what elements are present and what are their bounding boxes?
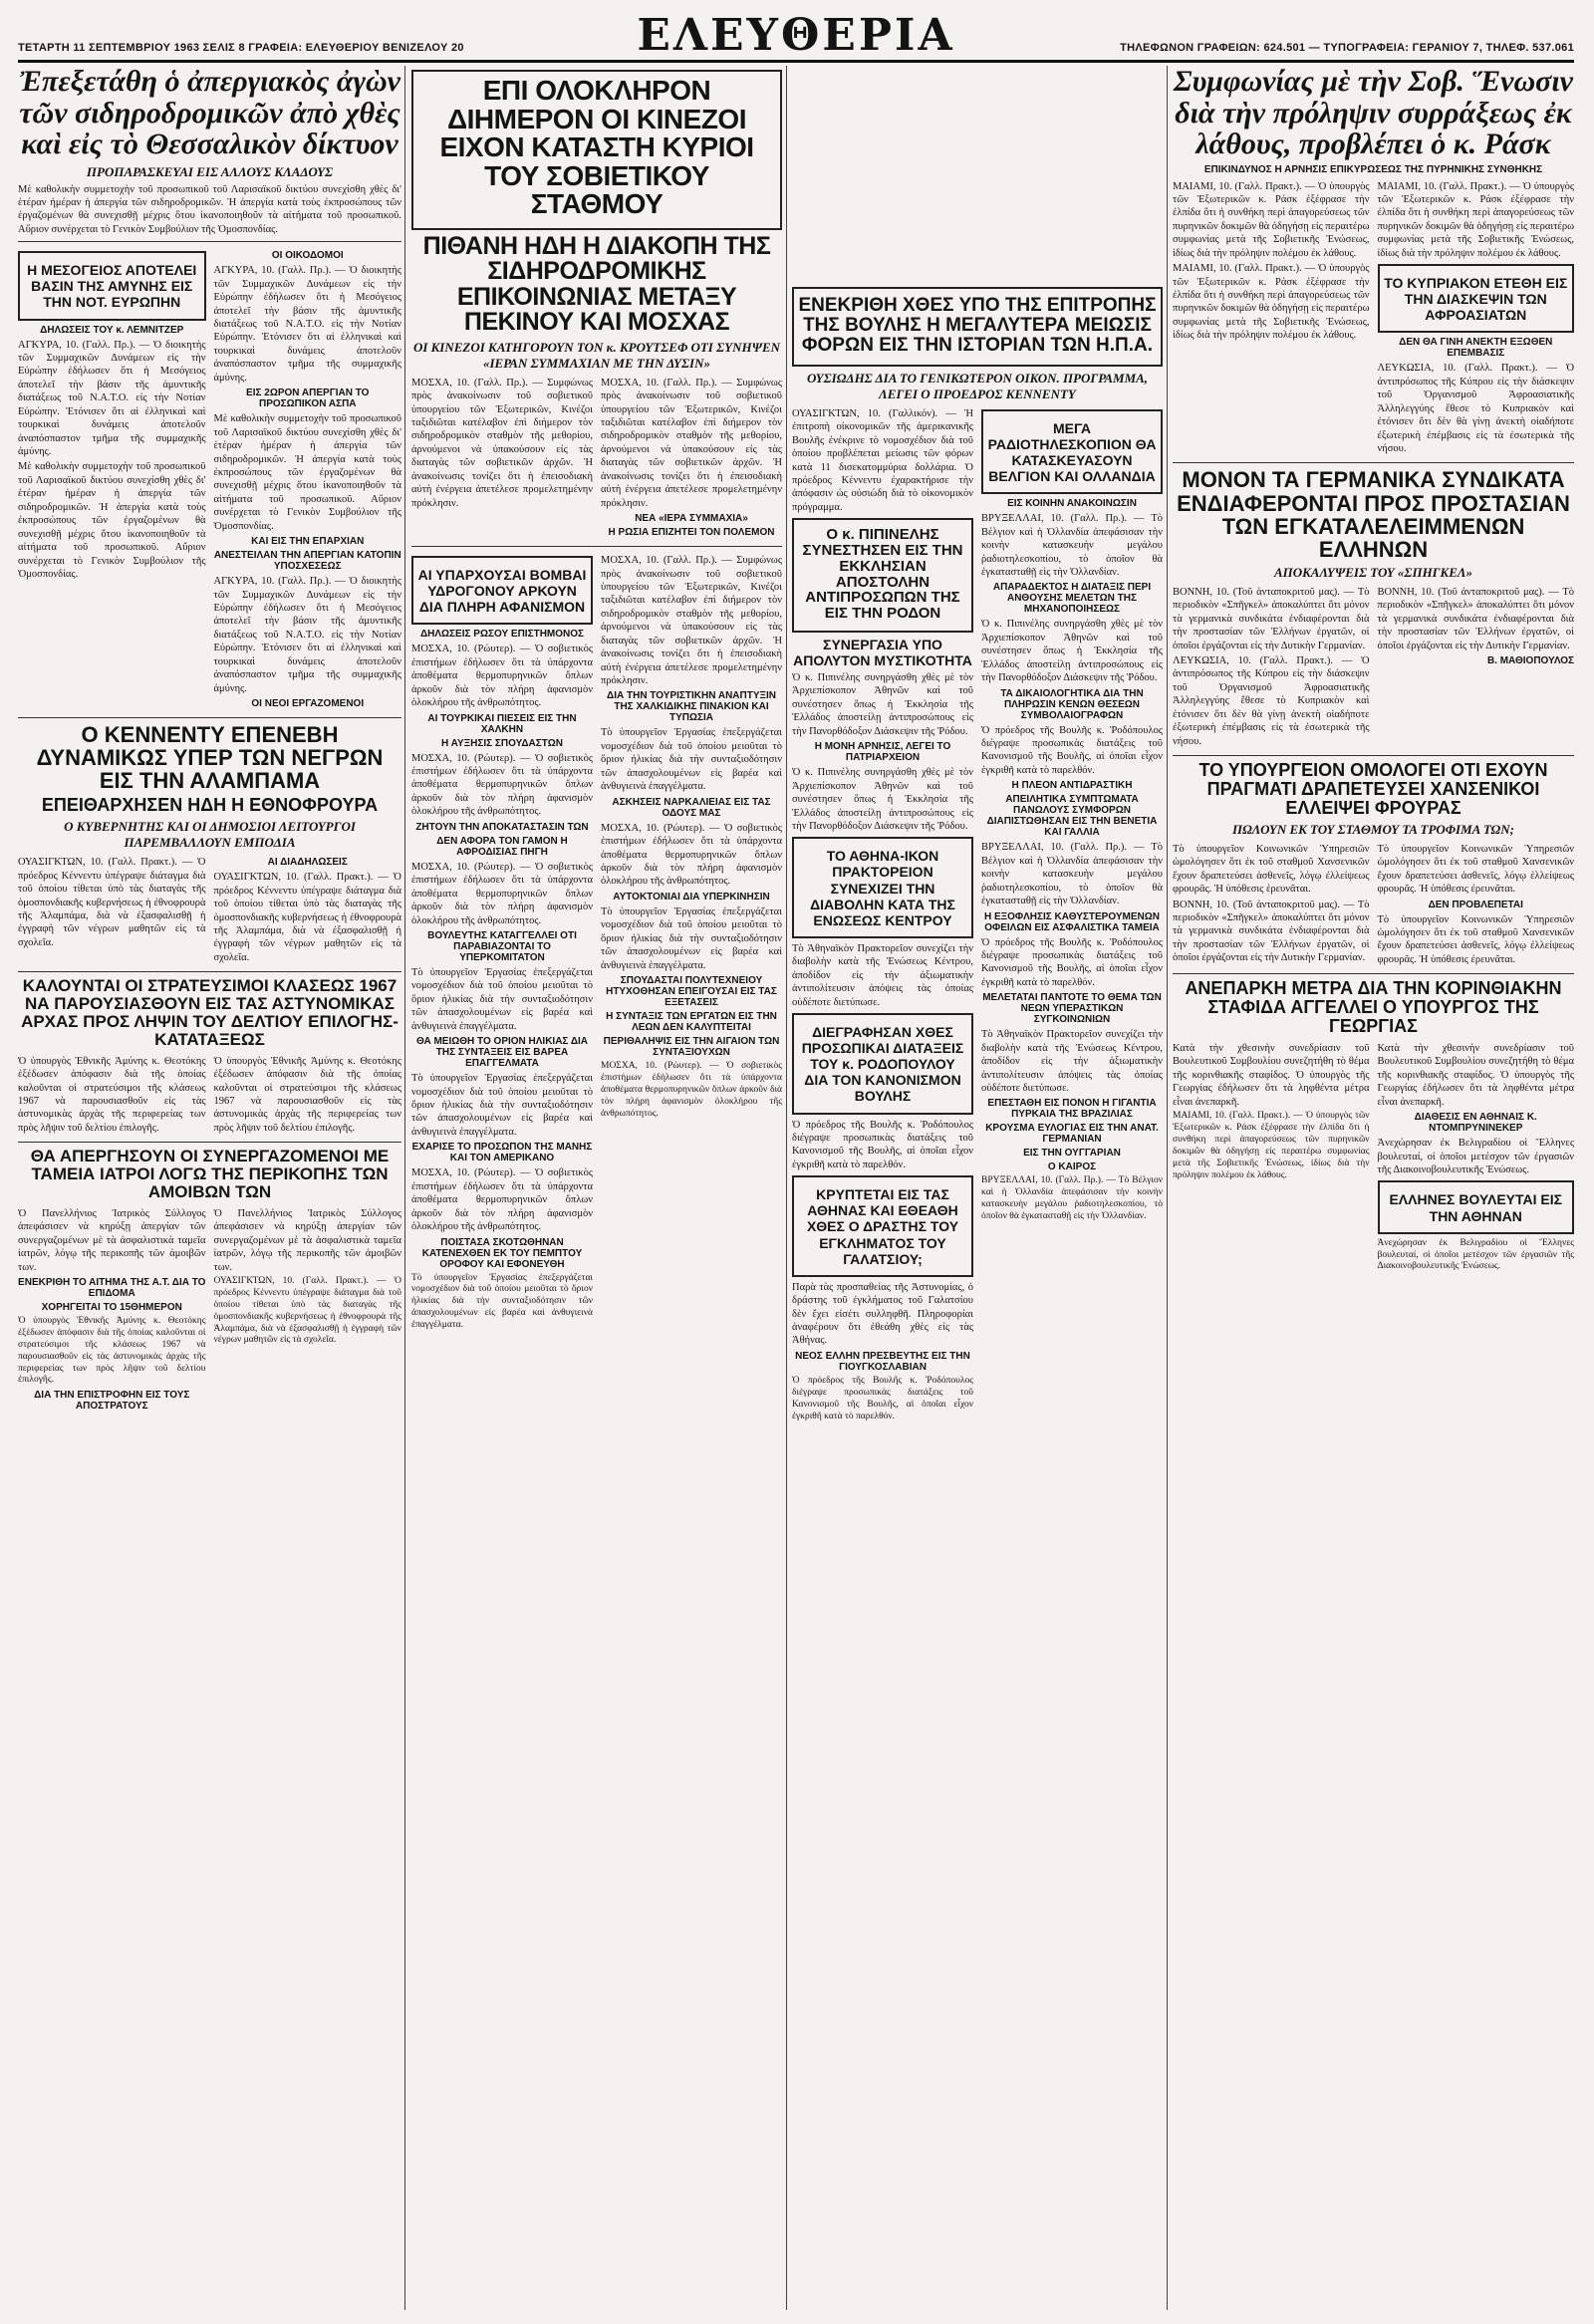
article-body: Παρὰ τὰς προσπαθείας τῆς Ἀστυνομίας, ὁ δράστης τοῦ ἐγκλήματος τοῦ Γαλατσίου δὲν ἔχει εἰσέτι συλληφθῆ. Πληροφορίαι ἀναφέρουν ὅτι ἐθεάθη χθὲς εἰς τὰς Ἀθήνας. <box>792 1281 973 1347</box>
article-body: Τὸ ὑπουργεῖον Κοινωνικῶν Ὑπηρεσιῶν ὡμολόγησεν ὅτι ἐκ τοῦ σταθμοῦ Χανσενικῶν ἔχουν δραπετεύσει ἀσθενεῖς, λόγῳ ἐλλείψεως φρουρᾶς. Ἡ ὑπόθεσις ἐρευνᾶται. <box>1377 913 1574 965</box>
article-body: ΟΥΑΣΙΓΚΤΩΝ, 10. (Γαλλ. Πρακτ.). — Ὁ πρόεδρος Κέννεντυ ὑπέγραψε διάταγμα διὰ τοῦ ὁποίου τίθεται ὑπὸ τὰς διαταγὰς τῆς ὁμοσπονδιακῆς κυβερνήσεως ἡ ἐθνοφρουρὰ τῆς Ἀλαμπάμα, διὰ νὰ ἐξασφαλισθῇ ἡ ἐγγραφὴ τῶν νέγρων μαθητῶν εἰς τὰ σχολεῖα. <box>18 857 206 948</box>
subhead: Η ΠΛΕΟΝ ΑΝΤΙΔΡΑΣΤΙΚΗ <box>1011 780 1133 792</box>
subhead: ΤΑ ΔΙΚΑΙΟΛΟΓΗΤΙΚΑ ΔΙΑ ΤΗΝ ΠΛΗΡΩΣΙΝ ΚΕΝΩΝ ΘΕΣΕΩΝ ΣΥΜΒΟΛΑΙΟΓΡΑΦΩΝ <box>1000 687 1144 721</box>
subhead: Ο ΚΑΙΡΟΣ <box>1047 1162 1097 1173</box>
subhead: ΚΡΟΥΣΜΑ ΕΥΛΟΓΙΑΣ ΕΙΣ ΤΗΝ ΑΝΑΤ. ΓΕΡΜΑΝΙΑΝ <box>985 1123 1159 1146</box>
article-body: Ὁ κ. Πιπινέλης συνηργάσθη χθὲς μὲ τὸν Ἀρχιεπίσκοπον Ἀθηνῶν καὶ τοῦ συνέστησεν ὅπως ἡ Ἐκκλησία τῆς Ἑλλάδος ἀποστείλῃ ἀντιπροσώπους εἰς τὴν Πανορθόδοξον Διάσκεψιν τῆς Ῥόδου. <box>792 767 973 832</box>
headline-conscripts-1967: ΚΑΛΟΥΝΤΑΙ ΟΙ ΣΤΡΑΤΕΥΣΙΜΟΙ ΚΛΑΣΕΩΣ 1967 ΝΑ ΠΑΡΟΥΣΙΑΣΘΟΥΝ ΕΙΣ ΤΑΣ ΑΣΤΥΝΟΜΙΚΑΣ ΑΡΧΑΣ ΠΡΟΣ ΛΗΨΙΝ ΤΟΥ ΔΕΛΤΙΟΥ ΕΠΙΛΟΓΗΣ-ΚΑΤΑΤΑΞΕΩΣ <box>21 976 398 1049</box>
subhead: Ο ΚΥΒΕΡΝΗΤΗΣ ΚΑΙ ΟΙ ΔΗΜΟΣΙΟΙ ΛΕΙΤΟΥΡΓΟΙ ΠΑΡΕΜΒΑΛΛΟΥΝ ΕΜΠΟΔΙΑ <box>64 819 356 851</box>
article-body: Τὸ ὑπουργεῖον Ἐργασίας ἐπεξεργάζεται νομοσχέδιον διὰ τοῦ ὁποίου μειοῦται τὸ ὅριον ἡλικίας διὰ τὴν συνταξιοδότησιν τῶν ἀπασχολουμένων εἰς βαρέα καὶ ἀνθυγιεινὰ ἐπαγγέλματα. <box>411 966 593 1032</box>
article-body: ΜΑΙΑΜΙ, 10. (Γαλλ. Πρακτ.). — Ὁ ὑπουργὸς τῶν Ἐξωτερικῶν κ. Ράσκ ἐξέφρασε τὴν ἐλπίδα ὅτι ἡ συνθήκη περὶ ἀπαγορεύσεως τῶν πυρηνικῶν δοκιμῶν θὰ ὁδηγήσῃ εἰς περαιτέρω συμφωνίας μετὰ τῆς Σοβιετικῆς Ἑνώσεως, ἰδίως διὰ τὴν πρόληψιν πολέμου ἐκ λάθους. <box>1173 263 1370 342</box>
headline-tax-cut: ΕΝΕΚΡΙΘΗ ΧΘΕΣ ΥΠΟ ΤΗΣ ΕΠΙΤΡΟΠΗΣ ΤΗΣ ΒΟΥΛΗΣ Η ΜΕΓΑΛΥΤΕΡΑ ΜΕΙΩΣΙΣ ΦΟΡΩΝ ΕΙΣ ΤΗΝ ΙΣΤΟΡΙΑΝ ΤΩΝ Η.Π.Α. <box>798 295 1157 356</box>
article-body: Ὁ ὑπουργὸς Ἐθνικῆς Ἀμύνης κ. Θεοτόκης ἐξέδωσεν ἀπόφασιν διὰ τῆς ὁποίας καλοῦνται οἱ στρατεύσιμοι τῆς κλάσεως 1967 νὰ παρουσιασθοῦν εἰς τὰς ἀστυνομικὰς ἀρχὰς τῆς περιφερείας των πρὸς λῆψιν τοῦ δελτίου ἐπιλογῆς. <box>18 1316 206 1386</box>
subhead: ΕΝΕΚΡΙΘΗ ΤΟ ΑΙΤΗΜΑ ΤΗΣ Α.Τ. ΔΙΑ ΤΟ ΕΠΙΔΟΜΑ <box>18 1277 206 1300</box>
newspaper-title: ΕΛΕΥΘΕΡΙΑ <box>637 10 955 61</box>
subhead: ΔΕΝ ΠΡΟΒΛΕΠΕΤΑΙ <box>1428 899 1523 910</box>
subhead: ΕΙΣ ΤΗΝ ΟΥΓΓΑΡΙΑΝ <box>1023 1148 1121 1160</box>
column-rule <box>404 66 405 2310</box>
article-body: Ὁ ὑπουργὸς Ἐθνικῆς Ἀμύνης κ. Θεοτόκης ἐξέδωσεν ἀπόφασιν διὰ τῆς ὁποίας καλοῦνται οἱ στρατεύσιμοι τῆς κλάσεως 1967 νὰ παρουσιασθοῦν εἰς τὰς ἀστυνομικὰς ἀρχὰς τῆς περιφερείας των πρὸς λῆψιν τοῦ δελτίου ἐπιλογῆς. <box>213 1055 401 1134</box>
article-body: ΜΟΣΧΑ, 10. (Γαλλ. Πρ.). — Συμφώνως πρὸς ἀνακοίνωσιν τοῦ σοβιετικοῦ ὑπουργείου τῶν Ἐξωτερικῶν, Κινέζοι ταξιδιῶται κατέλαβον ἐπὶ διήμερον τὸν σιδηροδρομικὸν σταθμὸν τῆς μεθορίου, ἀρνούμενοι νὰ ὑπακούσουν εἰς τὰς διαταγὰς τῶν σοβιετικῶν ἀρχῶν. Ἡ ἀνακοίνωσις τονίζει ὅτι ἡ ἐπεισοδιακὴ αὐτὴ ἐνέργεια ἀπετέλεσε προμελετημένην πρόκλησιν. <box>601 555 782 687</box>
headline-mps: ΕΛΛΗΝΕΣ ΒΟΥΛΕΥΤΑΙ ΕΙΣ ΤΗΝ ΑΘΗΝΑΝ <box>1389 1191 1563 1224</box>
headline-rusk: Συμφωνίας μὲ τὴν Σοβ. Ἕνωσιν διὰ τὴν πρόληψιν συρράξεως ἐκ λάθους, προβλέπει ὁ κ. Ράσκ <box>1174 65 1573 160</box>
subhead: ΒΟΥΛΕΥΤΗΣ ΚΑΤΑΓΓΕΛΛΕΙ ΟΤΙ ΠΑΡΑΒΙΑΖΟΝΤΑΙ ΤΟ ΥΠΕΡΚΟΜΙΤΑΤΟΝ <box>427 929 577 963</box>
article-body: ΜΟΣΧΑ, 10. (Ρώυτερ). — Ὁ σοβιετικὸς ἐπιστήμων ἐδήλωσεν ὅτι τὰ ὑπάρχοντα ἀποθέματα θερμοπυρηνικῶν ὅπλων ἀρκοῦν διὰ τὸν πλήρη ἀφανισμὸν ὁλοκλήρου τῆς ἀνθρωπότητος. <box>601 1061 782 1119</box>
subhead: ΑΣΚΗΣΕΙΣ ΝΑΡΚΑΛΙΕΙΑΣ ΕΙΣ ΤΑΣ ΟΔΟΥΣ ΜΑΣ <box>612 796 771 819</box>
subhead: ΑΠΕΙΛΗΤΙΚΑ ΣΥΜΠΤΩΜΑΤΑ ΠΑΝΩΛΟΥΣ ΣΥΜΦΟΡΩΝ ΔΙΑΠΙΣΤΩΘΗΣΑΝ ΕΙΣ ΤΗΝ ΒΕΝΕΤΙΑ ΚΑΙ ΓΑΛΛΙΑ <box>986 794 1158 839</box>
subhead: ΠΟΙΣΤΑΣΑ ΣΚΟΤΩΘΗΝΑΝ ΚΑΤΕΝΕΧΘΕΝ ΕΚ ΤΟΥ ΠΕΜΠΤΟΥ ΟΡΟΦΟΥ ΚΑΙ ΕΦΟΝΕΥΘΗ <box>421 1236 583 1270</box>
column-rule <box>1167 66 1168 2310</box>
article-body: ΜΟΣΧΑ, 10. (Ρώυτερ). — Ὁ σοβιετικὸς ἐπιστήμων ἐδήλωσεν ὅτι τὰ ὑπάρχοντα ἀποθέματα θερμοπυρηνικῶν ὅπλων ἀρκοῦν διὰ τὸν πλήρη ἀφανισμὸν ὁλοκλήρου τῆς ἀνθρωπότητος. <box>601 822 782 888</box>
subhead: Η ΜΟΝΗ ΑΡΝΗΣΙΣ, ΛΕΓΕΙ ΤΟ ΠΑΤΡΙΑΡΧΕΙΟΝ <box>814 741 951 764</box>
column-2 <box>411 66 782 1332</box>
article-body: Μὲ καθολικὴν συμμετοχὴν τοῦ προσωπικοῦ τοῦ Λαρισαϊκοῦ δικτύου συνεχίσθη χθὲς δι' ἑτέραν ἡμέραν ἡ ἀπεργία τῶν σιδηροδρομικῶν. Ἡ ἀπεργία κατὰ τοὺς ἐκπροσώπους τῶν ἐργαζομένων θὰ συνεχισθῇ μέχρις ὅτου ἱκανοποιηθοῦν τὰ αἰτήματα τοῦ προσωπικοῦ. Αὔριον συνέρχεται τὸ Γενικὸν Συμβούλιον τῆς Ὁμοσπονδίας. <box>18 461 206 580</box>
article-body: ΜΟΣΧΑ, 10. (Γαλλ. Πρ.). — Συμφώνως πρὸς ἀνακοίνωσιν τοῦ σοβιετικοῦ ὑπουργείου τῶν Ἐξωτερικῶν, Κινέζοι ταξιδιῶται κατέλαβον ἐπὶ διήμερον τὸν σιδηροδρομικὸν σταθμὸν τῆς μεθορίου, ἀρνούμενοι νὰ ὑπακούσουν εἰς τὰς διαταγὰς τῶν σοβιετικῶν ἀρχῶν. Ἡ ἀνακοίνωσις τονίζει ὅτι ἡ ἐπεισοδιακὴ αὐτὴ ἐνέργεια ἀπετέλεσε προμελετημένην πρόκλησιν. <box>411 377 593 509</box>
article-body: ΒΟΝΝΗ, 10. (Τοῦ ἀνταποκριτοῦ μας). — Τὸ περιοδικὸν «Σπῆγκελ» ἀποκαλύπτει ὅτι μόνον τὰ γερμανικὰ συνδικάτα ἐνδιαφέρονται διὰ τὴν προστασίαν τῶν Ἑλλήνων ἐργατῶν, οἱ ὁποῖοι ἐργάζονται εἰς τὴν Δυτικὴν Γερμανίαν. <box>1377 586 1574 651</box>
article-body: Κατὰ τὴν χθεσινὴν συνεδρίασιν τοῦ Βουλευτικοῦ Συμβουλίου συνεζητήθη τὸ θέμα τῆς κορινθιακῆς σταφίδος. Ὁ ὑπουργὸς τῆς Γεωργίας ἐδήλωσεν ὅτι τὰ ληφθέντα μέτρα εἶναι ἀνεπαρκῆ. <box>1173 1042 1370 1108</box>
article-body: ΜΟΣΧΑ, 10. (Ρώυτερ). — Ὁ σοβιετικὸς ἐπιστήμων ἐδήλωσεν ὅτι τὰ ὑπάρχοντα ἀποθέματα θερμοπυρηνικῶν ὅπλων ἀρκοῦν διὰ τὸν πλήρη ἀφανισμὸν ὁλοκλήρου τῆς ἀνθρωπότητος. <box>411 1167 593 1233</box>
subhead: ΑΥΤΟΚΤΟΝΙΑΙ ΔΙΑ ΥΠΕΡΚΙΝΗΣΙΝ <box>613 891 770 903</box>
article-body: Τὸ ὑπουργεῖον Ἐργασίας ἐπεξεργάζεται νομοσχέδιον διὰ τοῦ ὁποίου μειοῦται τὸ ὅριον ἡλικίας διὰ τὴν συνταξιοδότησιν τῶν ἀπασχολουμένων εἰς βαρέα καὶ ἀνθυγιεινὰ ἐπαγγέλματα. <box>601 727 782 793</box>
subhead: Η ΣΥΝΤΑΞΙΣ ΤΩΝ ΕΡΓΑΤΩΝ ΕΙΣ ΤΗΝ ΛΕΩΝ ΔΕΝ ΚΑΛΥΠΤΕΙΤΑΙ <box>606 1011 777 1034</box>
headline-rodopoulos: ΔΙΕΓΡΑΦΗΣΑΝ ΧΘΕΣ ΠΡΟΣΩΠΙΚΑΙ ΔΙΑΤΑΞΕΙΣ ΤΟΥ κ. ΡΟΔΟΠΟΥΛΟΥ ΔΙΑ ΤΟΝ ΚΑΝΟΝΙΣΜΟΝ ΒΟΥΛΗΣ <box>801 1024 964 1105</box>
column-rule <box>786 66 787 2310</box>
article-body: ΟΥΑΣΙΓΚΤΩΝ, 10. (Γαλλικόν). — Ἡ ἐπιτροπὴ οἰκονομικῶν τῆς ἀμερικανικῆς Βουλῆς ἐνέκρινε τὸ νομοσχέδιον διὰ τοῦ ὁποίου προβλέπεται μείωσις τῶν φόρων κατὰ 11 δισεκατομμύρια δολλάρια. Ὁ πρόεδρος Κέννεντυ ἐχαρακτήρισε τὴν ἀπόφασιν ὡς οὐσιώδη διὰ τὸ οἰκονομικὸν πρόγραμμα. <box>792 407 973 513</box>
subhead: ΕΙΣ 2ΩΡΟΝ ΑΠΕΡΓΙΑΝ ΤΟ ΠΡΟΣΩΠΙΚΟΝ ΑΣΠΑ <box>246 387 370 410</box>
subhead: ΔΙΑΘΕΣΙΣ ΕΝ ΑΘΗΝΑΙΣ Κ. ΝΤΟΜΠΡΥΝΙΝΕΚΕΡ <box>1414 1112 1537 1135</box>
article-body: Ὁ πρόεδρος τῆς Βουλῆς κ. Ῥοδόπουλος διέγραψε προσωπικὰς διατάξεις τοῦ Κανονισμοῦ τῆς Βουλῆς, αἱ ὁποῖαι εἶχον ἐγκριθῆ κατὰ τὸ παρελθόν. <box>792 1119 973 1170</box>
column-3 <box>792 66 1163 1422</box>
subhead: ΟΙ ΝΕΟΙ ΕΡΓΑΖΟΜΕΝΟΙ <box>251 698 365 710</box>
article-body: Ὁ ὑπουργὸς Ἐθνικῆς Ἀμύνης κ. Θεοτόκης ἐξέδωσεν ἀπόφασιν διὰ τῆς ὁποίας καλοῦνται οἱ στρατεύσιμοι τῆς κλάσεως 1967 νὰ παρουσιασθοῦν εἰς τὰς ἀστυνομικὰς ἀρχὰς τῆς περιφερείας των πρὸς λῆψιν τοῦ δελτίου ἐπιλογῆς. <box>18 1055 206 1134</box>
byline: ΔΗΛΩΣΕΙΣ ΤΟΥ κ. ΛΕΜΝΙΤΖΕΡ <box>40 324 184 336</box>
subhead: ΑΝΕΣΤΕΙΛΑΝ ΤΗΝ ΑΠΕΡΓΙΑΝ ΚΑΤΟΠΙΝ ΥΠΟΣΧΕΣΕΩΣ <box>213 550 401 573</box>
subhead: ΖΗΤΟΥΝ ΤΗΝ ΑΠΟΚΑΤΑΣΤΑΣΙΝ ΤΩΝ <box>415 821 589 833</box>
masthead <box>18 8 1574 63</box>
article-body: ΜΟΣΧΑ, 10. (Γαλλ. Πρ.). — Συμφώνως πρὸς ἀνακοίνωσιν τοῦ σοβιετικοῦ ὑπουργείου τῶν Ἐξωτερικῶν, Κινέζοι ταξιδιῶται κατέλαβον ἐπὶ διήμερον τὸν σιδηροδρομικὸν σταθμὸν τῆς μεθορίου, ἀρνούμενοι νὰ ὑπακούσουν εἰς τὰς διαταγὰς τῶν σοβιετικῶν ἀρχῶν. Ἡ ἀνακοίνωσις τονίζει ὅτι ἡ ἐπεισοδιακὴ αὐτὴ ἐνέργεια ἀπετέλεσε προμελετημένην πρόκλησιν. <box>601 377 782 509</box>
article-body: ΜΟΣΧΑ, 10. (Ρώυτερ). — Ὁ σοβιετικὸς ἐπιστήμων ἐδήλωσεν ὅτι τὰ ὑπάρχοντα ἀποθέματα θερμοπυρηνικῶν ὅπλων ἀρκοῦν διὰ τὸν πλήρη ἀφανισμὸν ὁλοκλήρου τῆς ἀνθρωπότητος. <box>411 644 593 709</box>
article-body: Ὁ πρόεδρος τῆς Βουλῆς κ. Ῥοδόπουλος διέγραψε προσωπικὰς διατάξεις τοῦ Κανονισμοῦ τῆς Βουλῆς, αἱ ὁποῖαι εἶχον ἐγκριθῆ κατὰ τὸ παρελθόν. <box>981 724 1163 776</box>
article-body: ΒΡΥΞΕΛΛΑΙ, 10. (Γαλλ. Πρ.). — Τὸ Βέλγιον καὶ ἡ Ὀλλανδία ἀπεφάσισαν τὴν κοινὴν κατασκευὴν μεγάλου ῥαδιοτηλεσκοπίου, τὸ ὁποῖον θὰ ἐγκατασταθῇ εἰς τὴν Ὀλλανδίαν. <box>981 513 1163 578</box>
subhead: ΝΕΟΣ ΕΛΛΗΝ ΠΡΕΣΒΕΥΤΗΣ ΕΙΣ ΤΗΝ ΓΙΟΥΓΚΟΣΛΑΒΙΑΝ <box>795 1350 970 1373</box>
headline-hansen-patients: ΤΟ ΥΠΟΥΡΓΕΙΟΝ ΟΜΟΛΟΓΕΙ ΟΤΙ ΕΧΟΥΝ ΠΡΑΓΜΑΤΙ ΔΡΑΠΕΤΕΥΣΕΙ ΧΑΝΣΕΝΙΚΟΙ ΕΛΛΕΙΨΕΙ ΦΡΟΥΡΑΣ <box>1198 760 1548 818</box>
article-body: Μὲ καθολικὴν συμμετοχὴν τοῦ προσωπικοῦ τοῦ Λαρισαϊκοῦ δικτύου συνεχίσθη χθὲς δι' ἑτέραν ἡμέραν ἡ ἀπεργία τῶν σιδηροδρομικῶν. Ἡ ἀπεργία κατὰ τοὺς ἐκπροσώπους τῶν ἐργαζομένων θὰ συνεχισθῇ μέχρις ὅτου ἱκανοποιηθοῦν τὰ αἰτήματα τοῦ προσωπικοῦ. Αὔριον συνέρχεται τὸ Γενικὸν Συμβούλιον τῆς Ὁμοσπονδίας. <box>18 183 401 235</box>
article-body: ΜΟΣΧΑ, 10. (Ρώυτερ). — Ὁ σοβιετικὸς ἐπιστήμων ἐδήλωσεν ὅτι τὰ ὑπάρχοντα ἀποθέματα θερμοπυρηνικῶν ὅπλων ἀρκοῦν διὰ τὸν πλήρη ἀφανισμὸν ὁλοκλήρου τῆς ἀνθρωπότητος. <box>411 861 593 926</box>
subhead: ΑΙ ΔΙΑΔΗΛΩΣΕΙΣ <box>267 857 348 869</box>
headline-mediterranean: Η ΜΕΣΟΓΕΙΟΣ ΑΠΟΤΕΛΕΙ ΒΑΣΙΝ ΤΗΣ ΑΜΥΝΗΣ ΕΙΣ ΤΗΝ ΝΟΤ. ΕΥΡΩΠΗΝ <box>27 262 197 311</box>
article-body: Ὁ Πανελλήνιος Ἰατρικὸς Σύλλογος ἀπεφάσισεν νὰ κηρύξῃ ἀπεργίαν τῶν συνεργαζομένων μὲ τὰ ἀσφαλιστικὰ ταμεῖα ἰατρῶν, λόγῳ τῆς περικοπῆς τῶν ἀμοιβῶν των. <box>213 1207 401 1273</box>
headline-kennedy-alabama: Ο ΚΕΝΝΕΝΤΥ ΕΠΕΝΕΒΗ ΔΥΝΑΜΙΚΩΣ ΥΠΕΡ ΤΩΝ ΝΕΓΡΩΝ ΕΙΣ ΤΗΝ ΑΛΑΜΠΑΜΑ <box>36 722 384 794</box>
subhead: ΑΙ ΤΟΥΡΚΙΚΑΙ ΠΙΕΣΕΙΣ ΕΙΣ ΤΗΝ ΧΑΛΚΗΝ <box>427 712 577 735</box>
article-body: Ὁ κ. Πιπινέλης συνηργάσθη χθὲς μὲ τὸν Ἀρχιεπίσκοπον Ἀθηνῶν καὶ τοῦ συνέστησεν ὅπως ἡ Ἐκκλησία τῆς Ἑλλάδος ἀποστείλῃ ἀντιπροσώπους εἰς τὴν Πανορθόδοξον Διάσκεψιν τῆς Ῥόδου. <box>792 672 973 737</box>
subhead: ΠΩΛΟΥΝ ΕΚ ΤΟΥ ΣΤΑΘΜΟΥ ΤΑ ΤΡΟΦΙΜΑ ΤΩΝ; <box>1232 821 1514 837</box>
article-body: ΛΕΥΚΩΣΙΑ, 10. (Γαλλ. Πρακτ.). — Ὁ ἀντιπρόσωπος τῆς Κύπρου εἰς τὴν διάσκεψιν τοῦ Ὀργανισμοῦ Ἀφροασιατικῆς Ἀλληλεγγύης ἔθεσε τὸ Κυπριακὸν καὶ ἐτόνισεν ὅτι δὲν θὰ γίνῃ ἀνεκτὴ οἱαδήποτε ἐξωτερικὴ ἐπέμβασις εἰς τὰ ἐσωτερικὰ τῆς νήσου. <box>1173 655 1370 747</box>
byline: Η ΡΩΣΙΑ ΕΠΙΖΗΤΕΙ ΤΟΝ ΠΟΛΕΜΟΝ <box>608 527 775 539</box>
article-body: ΜΑΙΑΜΙ, 10. (Γαλλ. Πρακτ.). — Ὁ ὑπουργὸς τῶν Ἐξωτερικῶν κ. Ράσκ ἐξέφρασε τὴν ἐλπίδα ὅτι ἡ συνθήκη περὶ ἀπαγορεύσεως τῶν πυρηνικῶν δοκιμῶν θὰ ὁδηγήσῃ εἰς περαιτέρω συμφωνίας μετὰ τῆς Σοβιετικῆς Ἑνώσεως, ἰδίως διὰ τὴν πρόληψιν πολέμου ἐκ λάθους. <box>1173 1111 1370 1180</box>
headline-pipinelis: Ο κ. ΠΙΠΙΝΕΛΗΣ ΣΥΝΕΣΤΗΣΕΝ ΕΙΣ ΤΗΝ ΕΚΚΛΗΣΙΑΝ ΑΠΟΣΤΟΛΗΝ ΑΝΤΙΠΡΟΣΩΠΩΝ ΤΗΣ ΕΙΣ ΤΗΝ ΡΟΔΟΝ <box>802 526 963 623</box>
article-body: Ἀνεχώρησαν ἐκ Βελιγραδίου οἱ Ἕλληνες βουλευταί, οἱ ὁποῖοι μετέσχον τῶν ἐργασιῶν τῆς Διακοινοβουλευτικῆς Ἑνώσεως. <box>1377 1138 1574 1175</box>
article-body: ΒΟΝΝΗ, 10. (Τοῦ ἀνταποκριτοῦ μας). — Τὸ περιοδικὸν «Σπῆγκελ» ἀποκαλύπτει ὅτι μόνον τὰ γερμανικὰ συνδικάτα ἐνδιαφέρονται διὰ τὴν προστασίαν τῶν Ἑλλήνων ἐργατῶν, οἱ ὁποῖοι ἐργάζονται εἰς τὴν Δυτικὴν Γερμανίαν. <box>1173 586 1370 651</box>
subhead: ΠΕΡΙΘΑΛΗΨΙΣ ΕΙΣ ΤΗΝ ΑΙΓΑΙΟΝ ΤΩΝ ΣΥΝΤΑΞΙΟΥΧΩΝ <box>603 1036 780 1059</box>
article-body: ΜΟΣΧΑ, 10. (Ρώυτερ). — Ὁ σοβιετικὸς ἐπιστήμων ἐδήλωσεν ὅτι τὰ ὑπάρχοντα ἀποθέματα θερμοπυρηνικῶν ὅπλων ἀρκοῦν διὰ τὸν πλήρη ἀφανισμὸν ὁλοκλήρου τῆς ἀνθρωπότητος. <box>411 752 593 818</box>
article-body: Τὸ ὑπουργεῖον Ἐργασίας ἐπεξεργάζεται νομοσχέδιον διὰ τοῦ ὁποίου μειοῦται τὸ ὅριον ἡλικίας διὰ τὴν συνταξιοδότησιν τῶν ἀπασχολουμένων εἰς βαρέα καὶ ἀνθυγιεινὰ ἐπαγγέλματα. <box>411 1073 593 1138</box>
subhead-strike: ΠΡΟΠΑΡΑΣΚΕΥΑΙ ΕΙΣ ΑΛΛΟΥΣ ΚΛΑΔΟΥΣ <box>86 163 334 179</box>
byline: Β. ΜΑΘΙΟΠΟΥΛΟΣ <box>1486 655 1574 667</box>
article-body: Ὁ πρόεδρος τῆς Βουλῆς κ. Ῥοδόπουλος διέγραψε προσωπικὰς διατάξεις τοῦ Κανονισμοῦ τῆς Βουλῆς, αἱ ὁποῖαι εἶχον ἐγκριθῆ κατὰ τὸ παρελθόν. <box>792 1375 973 1421</box>
headline-radiotelescope: ΜΕΓΑ ΡΑΔΙΟΤΗΛΕΣΚΟΠΙΟΝ ΘΑ ΚΑΤΑΣΚΕΥΑΣΟΥΝ ΒΕΛΓΙΟΝ ΚΑΙ ΟΛΛΑΝΔΙΑ <box>987 419 1157 485</box>
article-body: Ὁ κ. Πιπινέλης συνηργάσθη χθὲς μὲ τὸν Ἀρχιεπίσκοπον Ἀθηνῶν καὶ τοῦ συνέστησεν ὅπως ἡ Ἐκκλησία τῆς Ἑλλάδος ἀποστείλῃ ἀντιπροσώπους εἰς τὴν Πανορθόδοξον Διάσκεψιν τῆς Ῥόδου. <box>981 619 1163 684</box>
subhead: ΑΠΑΡΑΔΕΚΤΟΣ Η ΔΙΑΤΑΞΙΣ ΠΕΡΙ ΑΝΘΟΥΣΗΣ ΜΕΛΕΤΩΝ ΤΗΣ ΜΗΧΑΝΟΠΟΙΗΣΕΩΣ <box>992 582 1152 616</box>
subhead: ΕΠΕΣΤΑΘΗ ΕΙΣ ΠΟΝΟΝ Η ΓΙΓΑΝΤΙΑ ΠΥΡΚΑΙΑ ΤΗΣ ΒΡΑΖΙΛΙΑΣ <box>987 1098 1157 1121</box>
masthead-contact-line: ΤΗΛΕΦΩΝΟΝ ΓΡΑΦΕΙΩΝ: 624.501 — ΤΥΠΟΓΡΑΦΕΙΑ: ΓΕΡΑΝΙΟΥ 7, ΤΗΛΕΦ. 537.061 <box>1120 42 1574 54</box>
headline-rail-interruption: ΠΙΘΑΝΗ ΗΔΗ Η ΔΙΑΚΟΠΗ ΤΗΣ ΣΙΔΗΡΟΔΡΟΜΙΚΗΣ ΕΠΙΚΟΙΝΩΝΙΑΣ ΜΕΤΑΞΥ ΠΕΚΙΝΟΥ ΚΑΙ ΜΟΣΧΑΣ <box>422 231 771 337</box>
column-4 <box>1173 66 1574 1273</box>
article-body: Τὸ ὑπουργεῖον Ἐργασίας ἐπεξεργάζεται νομοσχέδιον διὰ τοῦ ὁποίου μειοῦται τὸ ὅριον ἡλικίας διὰ τὴν συνταξιοδότησιν τῶν ἀπασχολουμένων εἰς βαρέα καὶ ἀνθυγιεινὰ ἐπαγγέλματα. <box>601 905 782 971</box>
subhead: Η ΑΥΞΗΣΙΣ ΣΠΟΥΔΑΣΤΩΝ <box>441 737 563 749</box>
article-body: Τὸ ὑπουργεῖον Ἐργασίας ἐπεξεργάζεται νομοσχέδιον διὰ τοῦ ὁποίου μειοῦται τὸ ὅριον ἡλικίας διὰ τὴν συνταξιοδότησιν τῶν ἀπασχολουμένων εἰς βαρέα καὶ ἀνθυγιεινὰ ἐπαγγέλματα. <box>411 1272 593 1331</box>
subhead: ΟΥΣΙΩΔΗΣ ΔΙΑ ΤΟ ΓΕΝΙΚΩΤΕΡΟΝ ΟΙΚΟΝ. ΠΡΟΓΡΑΜΜΑ, ΛΕΓΕΙ Ο ΠΡΟΕΔΡΟΣ ΚΕΝΝΕΝΤΥ <box>806 370 1149 401</box>
headline-athens-agency: ΤΟ ΑΘΗΝΑ-ΙΚΟΝ ΠΡΑΚΤΟΡΕΙΟΝ ΣΥΝΕΧΙΖΕΙ ΤΗΝ ΔΙΑΒΟΛΗΝ ΚΑΤΑ ΤΗΣ ΕΝΩΣΕΩΣ ΚΕΝΤΡΟΥ <box>810 848 955 928</box>
headline-galatsi-crime: ΚΡΥΠΤΕΤΑΙ ΕΙΣ ΤΑΣ ΑΘΗΝΑΣ ΚΑΙ ΕΘΕΑΘΗ ΧΘΕΣ Ο ΔΡΑΣΤΗΣ ΤΟΥ ΕΓΚΛΗΜΑΤΟΣ ΤΟΥ ΓΑΛΑΤΣΙΟΥ; <box>806 1186 959 1267</box>
headline-secrecy: ΣΥΝΕΡΓΑΣΙΑ ΥΠΟ ΑΠΟΛΥΤΟΝ ΜΥΣΤΙΚΟΤΗΤΑ <box>793 636 972 668</box>
article-body: ΜΑΙΑΜΙ, 10. (Γαλλ. Πρακτ.). — Ὁ ὑπουργὸς τῶν Ἐξωτερικῶν κ. Ράσκ ἐξέφρασε τὴν ἐλπίδα ὅτι ἡ συνθήκη περὶ ἀπαγορεύσεως τῶν πυρηνικῶν δοκιμῶν θὰ ὁδηγήσῃ εἰς περαιτέρω συμφωνίας μετὰ τῆς Σοβιετικῆς Ἑνώσεως, ἰδίως διὰ τὴν πρόληψιν πολέμου ἐκ λάθους. <box>1377 180 1574 259</box>
article-body: ΒΡΥΞΕΛΛΑΙ, 10. (Γαλλ. Πρ.). — Τὸ Βέλγιον καὶ ἡ Ὀλλανδία ἀπεφάσισαν τὴν κοινὴν κατασκευὴν μεγάλου ῥαδιοτηλεσκοπίου, τὸ ὁποῖον θὰ ἐγκατασταθῇ εἰς τὴν Ὀλλανδίαν. <box>981 1175 1163 1222</box>
article-body: ΟΥΑΣΙΓΚΤΩΝ, 10. (Γαλλ. Πρακτ.). — Ὁ πρόεδρος Κέννεντυ ὑπέγραψε διάταγμα διὰ τοῦ ὁποίου τίθεται ὑπὸ τὰς διαταγὰς τῆς ὁμοσπονδιακῆς κυβερνήσεως ἡ ἐθνοφρουρὰ τῆς Ἀλαμπάμα, διὰ νὰ ἐξασφαλισθῇ ἡ ἐγγραφὴ τῶν νέγρων μαθητῶν εἰς τὰ σχολεῖα. <box>213 1276 401 1346</box>
article-body: Τὸ ὑπουργεῖον Κοινωνικῶν Ὑπηρεσιῶν ὡμολόγησεν ὅτι ἐκ τοῦ σταθμοῦ Χανσενικῶν ἔχουν δραπετεύσει ἀσθενεῖς, λόγῳ ἐλλείψεως φρουρᾶς. Ἡ ὑπόθεσις ἐρευνᾶται. <box>1377 843 1574 896</box>
headline-national-guard: ΕΠΕΙΘΑΡΧΗΣΕΝ ΗΔΗ Η ΕΘΝΟΦΡΟΥΡΑ <box>41 795 379 816</box>
article-body: ΒΡΥΞΕΛΛΑΙ, 10. (Γαλλ. Πρ.). — Τὸ Βέλγιον καὶ ἡ Ὀλλανδία ἀπεφάσισαν τὴν κοινὴν κατασκευὴν μεγάλου ῥαδιοτηλεσκοπίου, τὸ ὁποῖον θὰ ἐγκατασταθῇ εἰς τὴν Ὀλλανδίαν. <box>981 842 1163 907</box>
subhead: ΕΠΙΚΙΝΔΥΝΟΣ Η ΑΡΝΗΣΙΣ ΕΠΙΚΥΡΩΣΕΩΣ ΤΗΣ ΠΥΡΗΝΙΚΗΣ ΣΥΝΘΗΚΗΣ <box>1203 163 1543 175</box>
subhead: ΣΠΟΥΔΑΣΤΑΙ ΠΟΛΥΤΕΧΝΕΙΟΥ ΗΤΥΧΟΘΗΣΑΝ ΕΠΕΙΓΟΥΣΑΙ ΕΙΣ ΤΑΣ ΕΞΕΤΑΣΕΙΣ <box>606 975 777 1009</box>
article-body: ΑΓΚΥΡΑ, 10. (Γαλλ. Πρ.). — Ὁ διοικητὴς τῶν Συμμαχικῶν Δυνάμεων εἰς τὴν Εὐρώπην ἐδήλωσεν ὅτι ἡ Μεσόγειος ἀποτελεῖ τὴν βάσιν τῆς ἀμυντικῆς διατάξεως τοῦ Ν.Α.Τ.Ο. εἰς τὴν Νοτίαν Εὐρώπην. Ἐτόνισεν ὅτι αἱ ἐλληνικαὶ καὶ τουρκικαὶ δυνάμεις ἀποτελοῦν ἀναπόσπαστον τμῆμα τῆς συμμαχικῆς ἀμύνης. <box>213 265 401 384</box>
headline-hydrogen-bombs: ΑΙ ΥΠΑΡΧΟΥΣΑΙ ΒΟΜΒΑΙ ΥΔΡΟΓΟΝΟΥ ΑΡΚΟΥΝ ΔΙΑ ΠΛΗΡΗ ΑΦΑΝΙΣΜΟΝ <box>417 567 587 616</box>
subhead: ΑΠΟΚΑΛΥΨΕΙΣ ΤΟΥ «ΣΠΗΓΚΕΛ» <box>1273 564 1473 580</box>
headline-cyprus: ΤΟ ΚΥΠΡΙΑΚΟΝ ΕΤΕΘΗ ΕΙΣ ΤΗΝ ΔΙΑΣΚΕΨΙΝ ΤΩΝ ΑΦΡΟΑΣΙΑΤΩΝ <box>1384 275 1568 324</box>
article-body: Τὸ Ἀθηναϊκὸν Πρακτορεῖον συνεχίζει τὴν διαβολὴν κατὰ τῆς Ἐνώσεως Κέντρου, ἀποδίδον εἰς τὴν ἀξιωματικὴν ἀντιπολίτευσιν ἀπόψεις τὰς ὁποίας οὐδέποτε διετύπωσε. <box>981 1029 1163 1094</box>
headline-doctors-strike: ΘΑ ΑΠΕΡΓΗΣΟΥΝ ΟΙ ΣΥΝΕΡΓΑΖΟΜΕΝΟΙ ΜΕ ΤΑΜΕΙΑ ΙΑΤΡΟΙ ΛΟΓΩ ΤΗΣ ΠΕΡΙΚΟΠΗΣ ΤΩΝ ΑΜΟΙΒΩΝ ΤΩΝ <box>30 1147 390 1201</box>
article-body: ΒΟΝΝΗ, 10. (Τοῦ ἀνταποκριτοῦ μας). — Τὸ περιοδικὸν «Σπῆγκελ» ἀποκαλύπτει ὅτι μόνον τὰ γερμανικὰ συνδικάτα ἐνδιαφέρονται διὰ τὴν προστασίαν τῶν Ἑλλήνων ἐργατῶν, οἱ ὁποῖοι ἐργάζονται εἰς τὴν Δυτικὴν Γερμανίαν. <box>1173 899 1370 964</box>
subhead: ΚΑΙ ΕΙΣ ΤΗΝ ΕΠΑΡΧΙΑΝ <box>251 536 365 548</box>
subhead: ΟΙ ΚΙΝΕΖΟΙ ΚΑΤΗΓΟΡΟΥΝ ΤΟΝ κ. ΚΡΟΥΤΣΕΦ ΟΤΙ ΣΥΝΗΨΕΝ «ΙΕΡΑΝ ΣΥΜΜΑΧΙΑΝ ΜΕ ΤΗΝ ΔΥΣΙΝ» <box>412 339 781 371</box>
subhead: Η ΕΞΟΦΛΗΣΙΣ ΚΑΘΥΣΤΕΡΟΥΜΕΝΩΝ ΟΦΕΙΛΩΝ ΕΙΣ ΑΣΦΑΛΙΣΤΙΚΑ ΤΑΜΕΙΑ <box>984 910 1160 933</box>
article-body: ΛΕΥΚΩΣΙΑ, 10. (Γαλλ. Πρακτ.). — Ὁ ἀντιπρόσωπος τῆς Κύπρου εἰς τὴν διάσκεψιν τοῦ Ὀργανισμοῦ Ἀφροασιατικῆς Ἀλληλεγγύης ἔθεσε τὸ Κυπριακὸν καὶ ἐτόνισεν ὅτι δὲν θὰ γίνῃ ἀνεκτὴ οἱαδήποτε ἐξωτερικὴ ἐπέμβασις εἰς τὰ ἐσωτερικὰ τῆς νήσου. <box>1377 363 1574 455</box>
subhead: ΘΑ ΜΕΙΩΘΗ ΤΟ ΟΡΙΟΝ ΗΛΙΚΙΑΣ ΔΙΑ ΤΗΣ ΣΥΝΤΑΞΕΙΣ ΕΙΣ ΒΑΡΕΑ ΕΠΑΓΓΕΛΜΑΤΑ <box>415 1036 589 1070</box>
byline: ΔΕΝ ΘΑ ΓΙΝΗ ΑΝΕΚΤΗ ΕΞΩΘΕΝ ΕΠΕΜΒΑΣΙΣ <box>1399 337 1553 360</box>
subhead: ΔΙΑ ΤΗΝ ΤΟΥΡΙΣΤΙΚΗΝ ΑΝΑΠΤΥΞΙΝ ΤΗΣ ΧΑΛΚΙΔΙΚΗΣ ΠΙΝΑΚΙΟΝ ΚΑΙ ΤΥΠΩΣΙΑ <box>607 690 776 724</box>
article-body: Τὸ Ἀθηναϊκὸν Πρακτορεῖον συνεχίζει τὴν διαβολὴν κατὰ τῆς Ἐνώσεως Κέντρου, ἀποδίδον εἰς τὴν ἀξιωματικὴν ἀντιπολίτευσιν ἀπόψεις τὰς ὁποίας οὐδέποτε διετύπωσε. <box>792 942 973 1008</box>
article-body: Τὸ ὑπουργεῖον Κοινωνικῶν Ὑπηρεσιῶν ὡμολόγησεν ὅτι ἐκ τοῦ σταθμοῦ Χανσενικῶν ἔχουν δραπετεύσει ἀσθενεῖς, λόγῳ ἐλλείψεως φρουρᾶς. Ἡ ὑπόθεσις ἐρευνᾶται. <box>1173 843 1370 896</box>
article-body: Μὲ καθολικὴν συμμετοχὴν τοῦ προσωπικοῦ τοῦ Λαρισαϊκοῦ δικτύου συνεχίσθη χθὲς δι' ἑτέραν ἡμέραν ἡ ἀπεργία τῶν σιδηροδρομικῶν. Ἡ ἀπεργία κατὰ τοὺς ἐκπροσώπους τῶν ἐργαζομένων θὰ συνεχισθῇ μέχρις ὅτου ἱκανοποιηθοῦν τὰ αἰτήματα τοῦ προσωπικοῦ. Αὔριον συνέρχεται τὸ Γενικὸν Συμβούλιον τῆς Ὁμοσπονδίας. <box>213 413 401 532</box>
subhead: ΕΧΑΡΙΣΕ ΤΟ ΠΡΟΣΩΠΟΝ ΤΗΣ ΜΑΝΗΣ ΚΑΙ ΤΟΝ ΑΜΕΡΙΚΑΝΟ <box>411 1142 593 1164</box>
headline-railway-strike: Ἐπεξετάθη ὁ ἀπεργιακὸς ἀγὼν τῶν σιδηροδρομικῶν ἀπὸ χθὲς καὶ εἰς τὸ Θεσσαλικὸν δίκτυον <box>19 65 400 160</box>
subhead: ΜΕΛΕΤΑΤΑΙ ΠΑΝΤΟΤΕ ΤΟ ΘΕΜΑ ΤΩΝ ΝΕΩΝ ΥΠΕΡΑΣΤΙΚΩΝ ΣΥΓΚΟΙΝΩΝΙΩΝ <box>982 992 1162 1026</box>
subhead: ΝΕΑ «ΙΕΡΑ ΣΥΜΜΑΧΙΑ» <box>635 513 748 525</box>
masthead-date-line: ΤΕΤΑΡΤΗ 11 ΣΕΠΤΕΜΒΡΙΟΥ 1963 ΣΕΛΙΣ 8 ΓΡΑΦΕΙΑ: ΕΛΕΥΘΕΡΙΟΥ ΒΕΝΙΖΕΛΟΥ 20 <box>18 42 464 54</box>
article-body: Ὁ Πανελλήνιος Ἰατρικὸς Σύλλογος ἀπεφάσισεν νὰ κηρύξῃ ἀπεργίαν τῶν συνεργαζομένων μὲ τὰ ἀσφαλιστικὰ ταμεῖα ἰατρῶν, λόγῳ τῆς περικοπῆς τῶν ἀμοιβῶν των. <box>18 1207 206 1273</box>
subhead: ΧΟΡΗΓΕΙΤΑΙ ΤΟ 15ΘΗΜΕΡΟΝ <box>41 1302 182 1314</box>
article-body: Ἀνεχώρησαν ἐκ Βελιγραδίου οἱ Ἕλληνες βουλευταί, οἱ ὁποῖοι μετέσχον τῶν ἐργασιῶν τῆς Διακοινοβουλευτικῆς Ἑνώσεως. <box>1377 1237 1574 1272</box>
article-body: ΜΑΙΑΜΙ, 10. (Γαλλ. Πρακτ.). — Ὁ ὑπουργὸς τῶν Ἐξωτερικῶν κ. Ράσκ ἐξέφρασε τὴν ἐλπίδα ὅτι ἡ συνθήκη περὶ ἀπαγορεύσεως τῶν πυρηνικῶν δοκιμῶν θὰ ὁδηγήσῃ εἰς περαιτέρω συμφωνίας μετὰ τῆς Σοβιετικῆς Ἑνώσεως, ἰδίως διὰ τὴν πρόληψιν πολέμου ἐκ λάθους. <box>1173 180 1370 259</box>
article-body: ΟΥΑΣΙΓΚΤΩΝ, 10. (Γαλλ. Πρακτ.). — Ὁ πρόεδρος Κέννεντυ ὑπέγραψε διάταγμα διὰ τοῦ ὁποίου τίθεται ὑπὸ τὰς διαταγὰς τῆς ὁμοσπονδιακῆς κυβερνήσεως ἡ ἐθνοφρουρὰ τῆς Ἀλαμπάμα, διὰ νὰ ἐξασφαλισθῇ ἡ ἐγγραφὴ τῶν νέγρων μαθητῶν εἰς τὰ σχολεῖα. <box>213 872 401 963</box>
headline-currant: ΑΝΕΠΑΡΚΗ ΜΕΤΡΑ ΔΙΑ ΤΗΝ ΚΟΡΙΝΘΙΑΚΗΝ ΣΤΑΦΙΔΑ ΑΓΓΕΛΛΕΙ Ο ΥΠΟΥΡΓΟΣ ΤΗΣ ΓΕΩΡΓΙΑΣ <box>1185 978 1562 1037</box>
headline-german-unions: ΜΟΝΟΝ ΤΑ ΓΕΡΜΑΝΙΚΑ ΣΥΝΔΙΚΑΤΑ ΕΝΔΙΑΦΕΡΟΝΤΑΙ ΠΡΟΣ ΠΡΟΣΤΑΣΙΑΝ ΤΩΝ ΕΓΚΑΤΑΛΕΛΕΙΜΜΕΝΩΝ ΕΛΛΗΝΩΝ <box>1177 467 1570 562</box>
article-body: Ὁ πρόεδρος τῆς Βουλῆς κ. Ῥοδόπουλος διέγραψε προσωπικὰς διατάξεις τοῦ Κανονισμοῦ τῆς Βουλῆς, αἱ ὁποῖαι εἶχον ἐγκριθῆ κατὰ τὸ παρελθόν. <box>981 936 1163 988</box>
article-body: Κατὰ τὴν χθεσινὴν συνεδρίασιν τοῦ Βουλευτικοῦ Συμβουλίου συνεζητήθη τὸ θέμα τῆς κορινθιακῆς σταφίδος. Ὁ ὑπουργὸς τῆς Γεωργίας ἐδήλωσεν ὅτι τὰ ληφθέντα μέτρα εἶναι ἀνεπαρκῆ. <box>1377 1042 1574 1108</box>
article-body: ΑΓΚΥΡΑ, 10. (Γαλλ. Πρ.). — Ὁ διοικητὴς τῶν Συμμαχικῶν Δυνάμεων εἰς τὴν Εὐρώπην ἐδήλωσεν ὅτι ἡ Μεσόγειος ἀποτελεῖ τὴν βάσιν τῆς ἀμυντικῆς διατάξεως τοῦ Ν.Α.Τ.Ο. εἰς τὴν Νοτίαν Εὐρώπην. Ἐτόνισεν ὅτι αἱ ἐλληνικαὶ καὶ τουρκικαὶ δυνάμεις ἀποτελοῦν ἀναπόσπαστον τμῆμα τῆς συμμαχικῆς ἀμύνης. <box>213 576 401 694</box>
subhead: ΟΙ ΟΙΚΟΔΟΜΟΙ <box>271 250 344 262</box>
headline-chinese-station: ΕΠΙ ΟΛΟΚΛΗΡΟΝ ΔΙΗΜΕΡΟΝ ΟΙ ΚΙΝΕΖΟΙ ΕΙΧΟΝ ΚΑΤΑΣΤΗ ΚΥΡΙΟΙ ΤΟΥ ΣΟΒΙΕΤΙΚΟΥ ΣΤΑΘΜΟΥ <box>439 75 754 220</box>
subhead: ΔΕΝ ΑΦΟΡΑ ΤΟΝ ΓΑΜΟΝ Η ΑΦΡΟΔΙΣΙΑΣ ΠΗΓΗ <box>436 835 568 858</box>
byline: ΕΙΣ ΚΟΙΝΗΝ ΑΝΑΚΟΙΝΩΣΙΝ <box>1007 498 1137 510</box>
subhead: ΔΙΑ ΤΗΝ ΕΠΙΣΤΡΟΦΗΝ ΕΙΣ ΤΟΥΣ ΑΠΟΣΤΡΑΤΟΥΣ <box>34 1390 190 1413</box>
article-body: ΑΓΚΥΡΑ, 10. (Γαλλ. Πρ.). — Ὁ διοικητὴς τῶν Συμμαχικῶν Δυνάμεων εἰς τὴν Εὐρώπην ἐδήλωσεν ὅτι ἡ Μεσόγειος ἀποτελεῖ τὴν βάσιν τῆς ἀμυντικῆς διατάξεως τοῦ Ν.Α.Τ.Ο. εἰς τὴν Νοτίαν Εὐρώπην. Ἐτόνισεν ὅτι αἱ ἐλληνικαὶ καὶ τουρκικαὶ δυνάμεις ἀποτελοῦν ἀναπόσπαστον τμῆμα τῆς συμμαχικῆς ἀμύνης. <box>18 339 206 458</box>
byline: ΔΗΛΩΣΕΙΣ ΡΩΣΟΥ ΕΠΙΣΤΗΜΟΝΟΣ <box>419 629 585 641</box>
column-1 <box>18 66 401 1415</box>
